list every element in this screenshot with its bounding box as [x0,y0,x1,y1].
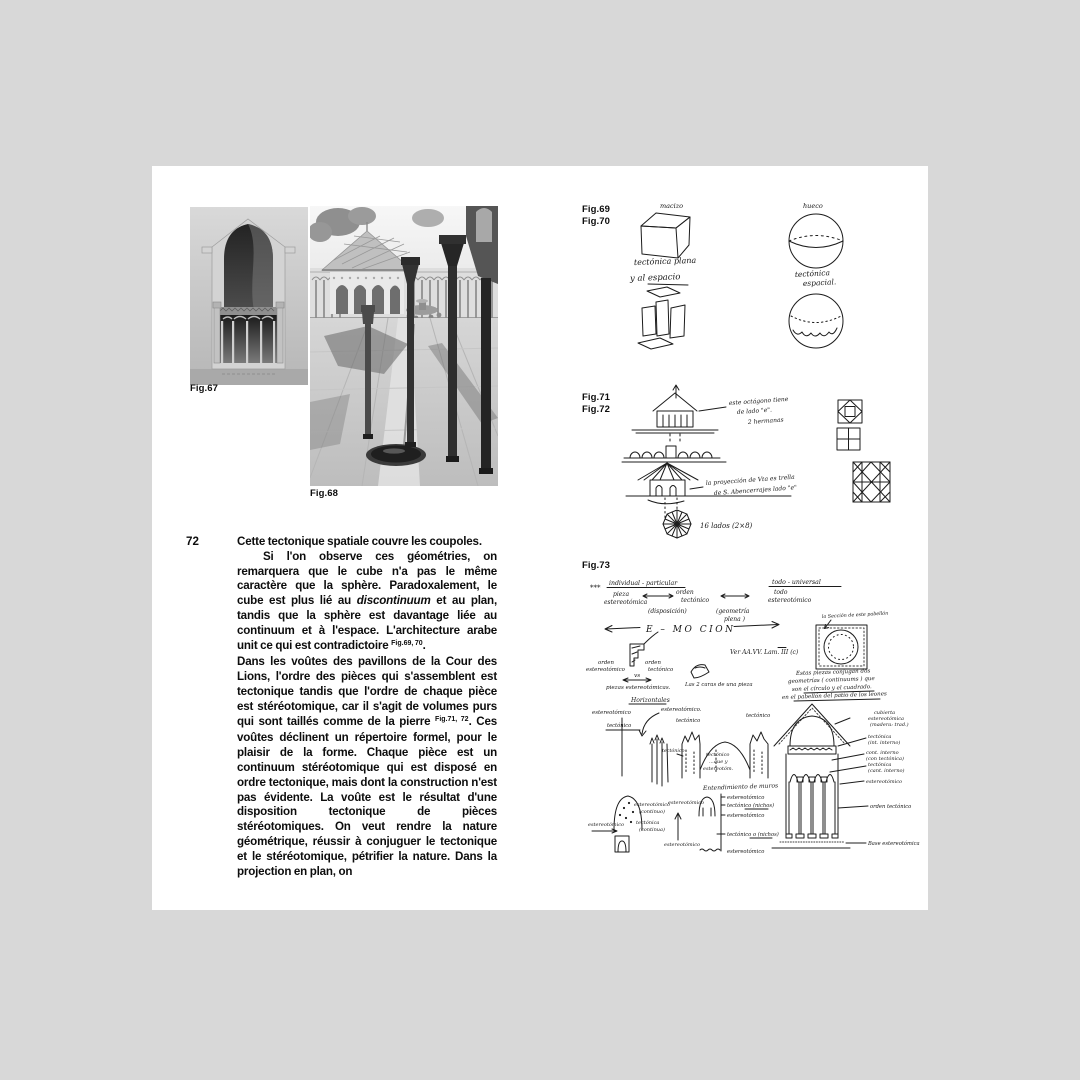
estereotomico-note: estereotómico. [661,707,702,713]
pavilion-section-sketch [772,704,850,848]
individual-particular: individual - particular [609,580,678,587]
caras-note: Las 2 caras de una pieza [685,682,753,688]
figure-reference: Fig.69, 70 [391,640,423,648]
margin-section-number: 72 [186,535,199,548]
paragraph-1: Cette tectonique spatiale couvre les coupoles. [237,535,482,548]
fig70-label: Fig.70 [582,215,611,227]
moulding-profile-sketch [586,632,674,691]
note-line-1: la proyección de Vta es trella [705,473,795,487]
cube-annotation: macizo [660,202,684,210]
estereotomica: estereotómica [604,599,648,606]
estereotomico-left: estereotómico [586,667,625,673]
estereotomico: estereotómico [768,597,812,604]
layer-list [700,794,779,855]
fig69-label: Fig.69 [582,204,611,215]
caption-line-2: espacial. [802,277,837,288]
inner-label-2: ...que y [709,759,728,765]
todo: todo [774,589,788,596]
sphere-caption [795,268,837,288]
tectonico-cross: tectónico [607,723,632,729]
pav-label-2a: tectónica [868,734,892,740]
reference-note: Ver AA.VV. Lam. III (c) [730,649,799,656]
cube-caption [629,256,697,285]
estereotomico-left: estereotómico [592,710,631,716]
fig68-photo-court-of-lions [310,206,498,486]
note-line-2: de S. Abencerrajes lado "e" [713,484,798,497]
orden-right: orden [645,660,661,666]
star-square-diagram [838,400,862,423]
tectonico-top-left: tectónico [676,718,701,724]
dotted-dome-sketch [588,796,670,852]
projection-note [690,474,797,497]
plena: plena ) [724,616,745,623]
note-line-2: geometrías ( continuums ) que [787,675,875,685]
geometria: (geometría [716,608,750,615]
inner-label-3: estereotóm. [703,766,734,772]
dome-label-2b: (continua) [639,827,665,833]
star-marks: *** [590,584,601,592]
text-column [237,535,497,879]
column-strokes-sketch [650,735,668,786]
fig67-label: Fig.67 [190,383,219,394]
muqarnas-arcade-sketch [662,712,778,792]
fig72-label: Fig.72 [582,403,611,415]
list-item-2: tectónico (nichos) [727,803,775,809]
note-line-3: son el círculo y el cuadrado. [791,684,872,693]
orden: orden [676,589,694,596]
figure-reference: Fig.71, 72 [435,716,469,724]
pav-label-6: orden tectónico [870,804,912,810]
pav-label-3b: (con tectónica) [866,756,904,762]
fig68-label: Fig.68 [310,488,339,499]
caption-line-2: y al espacio [629,272,681,284]
plan-square-circle [816,610,888,669]
pieza: pieza [613,591,630,598]
orden-left: orden [598,660,614,666]
octagon-star-plan [663,510,753,538]
round-pool [366,444,426,466]
pav-label-3a: cont. interno [866,750,899,756]
list-item-3: estereotómico [727,813,765,819]
pav-label-2b: (int. interno) [868,740,901,746]
fig71-label: Fig.71 [582,392,611,403]
tectonico: tectónico [681,597,710,604]
plan-note: la Sección de este pabellón [821,611,889,620]
caption-line-1: tectónica [794,268,831,279]
sides-note: 16 lados (2×8) [700,522,753,530]
emocion-word: E – MO CION [646,625,736,635]
merlon-band-sketch [622,446,726,462]
tectonico-right: tectónico [648,667,674,673]
note-line-3: 2 hermanas [747,416,784,426]
paragraph-3: Dans les voûtes des pavillons de la Cour des Lions, l'ordre des pièces qui s'assemblent est tectonique tandis que l'ordre de chaque pièce est stéréotomique, car il s'agit de volumes purs qui sont taillés comme de la pierre $^{Fig.71, 72}$. Ces voûtes déclinent un répertoire formel, pour le plaisir de la forme. Chaque pièce est un continuum stéréotomique qui est disposé en ordre tectonique, mais dont la construction n'est pas évidente. La voûte est le résultat d'une disposition tectonique de pièces stéréotomiques. On veut rendre la nature géométrique, réussir à conjuguer le tectonique et le stéréotomique, pétrifier la nature. Dans la projection en plan, on [237,655,497,878]
fig67-photo-alhambra-arch-drawing [190,207,308,385]
geometry-note-block [782,668,887,701]
cube-sketch [641,202,690,258]
fig71-72-sketch-pavilion-projection [586,384,918,570]
list-item-1: estereotómico [727,795,765,801]
pav-label-4b: (cant. interno) [868,768,905,774]
pav-label-1c: (madera: trad.) [870,722,909,728]
todo-universal: todo - universal [772,579,821,586]
pav-label-1a: cubierta [874,710,896,716]
pavilion-section-labels [830,710,920,847]
fig73-label: Fig.73 [582,560,611,571]
caption-line-1: tectónica plana [633,255,697,267]
header-terms [590,579,841,623]
pav-label-7: Base estereotómica [868,841,920,847]
note-line-1: Estas piezas conjugan dos [795,668,871,677]
fig73-sketch-tectonic-stereotomic-diagram [582,572,928,902]
wedge-piece-sketch [684,665,753,688]
sphere-sketch [789,202,843,268]
note-line-4: en el pabellón del patio de los leones [781,691,887,701]
tectonico-top-right: tectónico [746,713,771,719]
piezas-estereotomicas: piezas estereotómicas. [606,685,671,691]
tectonico-side: tectónico [662,749,685,754]
vs: vs [634,673,641,679]
emocion-axis [605,622,779,636]
disposicion: (disposición) [648,608,687,615]
horizontales: Horizontales [631,697,670,704]
exploded-planes-sketch [638,287,685,349]
list-item-5: estereotómico [727,849,765,855]
note-line-2: de lado "e". [736,406,773,416]
dark-ogee-arch [224,224,273,311]
sphere-annotation: hueco [803,202,823,210]
italic-discontinuum: discontinuum [356,594,431,608]
book-page [152,166,928,910]
arch-label-top: estereotómico [668,800,705,806]
muqarnas-band [220,307,277,315]
arch-label-bottom: estereotómico [664,842,701,848]
upper-pavilion-sketch [632,385,718,433]
note-line-1: este octágono tiene [728,395,789,407]
fig69-70-sketch-cube-and-sphere [592,196,914,394]
pav-label-5: estereotómico [866,779,903,785]
dome-label-3: estereotómico [588,822,625,828]
dome-label-1: estereotómico [634,802,671,808]
dome-label-2: tectónica [636,820,660,826]
quad-square-diagram [837,428,860,450]
octagon-note [699,396,789,426]
muros-caption: Entendimiento de muros [702,782,779,792]
single-arch-sketch [664,797,715,848]
inner-label-1: tectónico [706,752,730,758]
dome-sphere-sketch [789,294,843,348]
pav-label-4a: tectónica [868,762,892,768]
pav-label-1b: estereotómica [868,716,904,722]
star-lattice-diagram [853,462,890,502]
list-item-4: tectónico o (nichos) [727,832,779,838]
dome-label-1b: (continuo) [639,809,665,815]
paragraph-2: Si l'on observe ces géométries, on remarquera que le cube n'a pas le même caractère que la sphère. Paradoxalement, le cube est plus lié au discontinuum et au plan, tandis que la sphère est davantage liée au continuum et à l'espace. L'architecture arabe unit ce qui est contradictoire $^{Fig.69, 70}$. [237,549,497,652]
